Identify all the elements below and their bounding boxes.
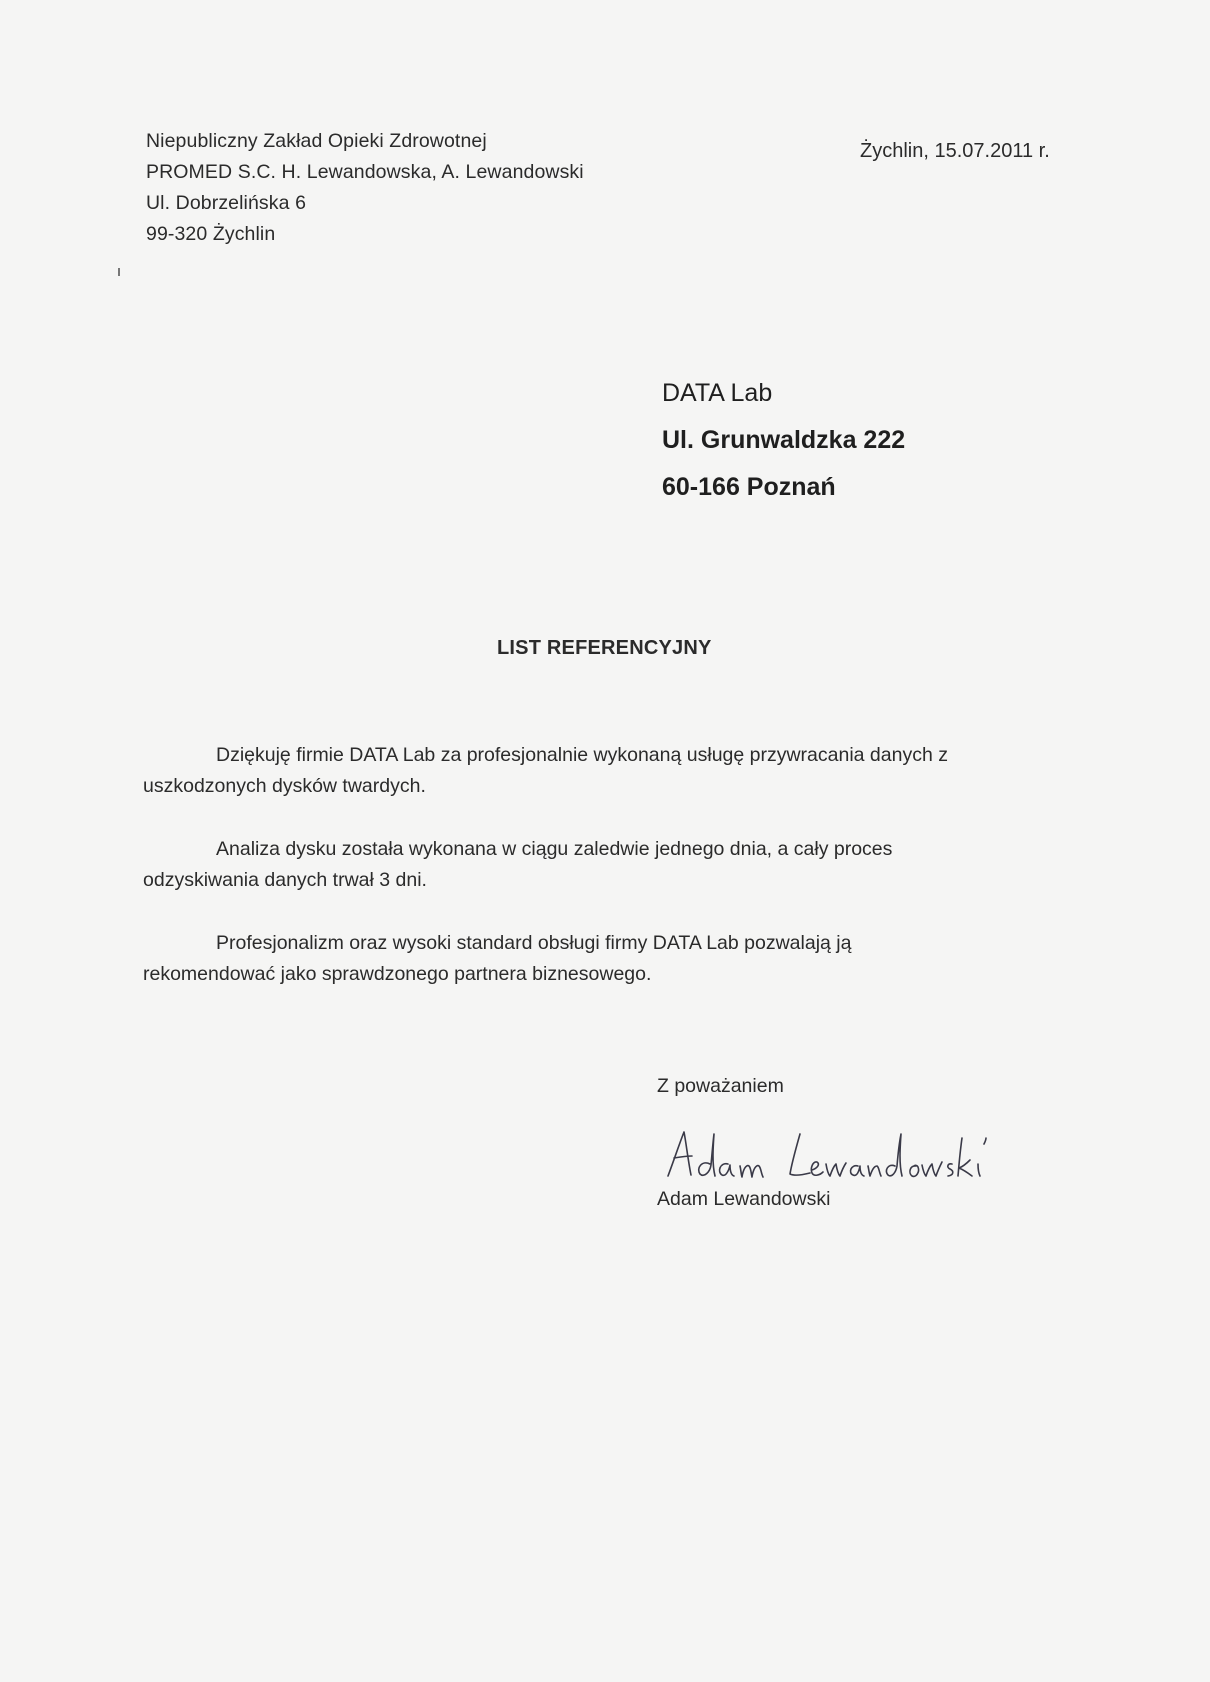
recipient-name: DATA Lab — [662, 379, 773, 407]
paragraph-line: rekomendować jako sprawdzonego partnera biznesowego. — [143, 963, 652, 985]
paragraph — [143, 834, 1083, 896]
paragraph — [143, 740, 1083, 802]
paragraph-line: Dziękuję firmie DATA Lab za profesjonalnie wykonaną usługę przywracania danych z — [216, 744, 948, 766]
paragraph-line: uszkodzonych dysków twardych. — [143, 775, 426, 797]
paragraph — [143, 928, 1083, 990]
sender-line: 99-320 Żychlin — [146, 223, 276, 245]
sender-line: Ul. Dobrzelińska 6 — [146, 192, 307, 214]
paragraph-line: Profesjonalizm oraz wysoki standard obsługi firmy DATA Lab pozwalają ją — [216, 932, 852, 954]
paragraph-line: Analiza dysku została wykonana w ciągu zaledwie jednego dnia, a cały proces — [216, 838, 893, 860]
signer-name: Adam Lewandowski — [657, 1188, 831, 1210]
sender-line: PROMED S.C. H. Lewandowska, A. Lewandowski — [146, 161, 584, 183]
sender-line: Niepubliczny Zakład Opieki Zdrowotnej — [146, 130, 487, 152]
paragraph-line: odzyskiwania danych trwał 3 dni. — [143, 869, 427, 891]
scan-speck — [118, 268, 120, 276]
recipient-street: Ul. Grunwaldzka 222 — [662, 426, 906, 454]
recipient-address — [662, 370, 905, 511]
letter-body — [143, 740, 1083, 1022]
handwritten-signature — [660, 1120, 1010, 1190]
letter-date: Żychlin, 15.07.2011 r. — [860, 140, 1050, 162]
recipient-city: 60-166 Poznań — [662, 473, 836, 501]
closing-phrase: Z poważaniem — [657, 1075, 784, 1097]
sender-address — [146, 126, 584, 250]
letter-title: LIST REFERENCYJNY — [497, 637, 712, 659]
